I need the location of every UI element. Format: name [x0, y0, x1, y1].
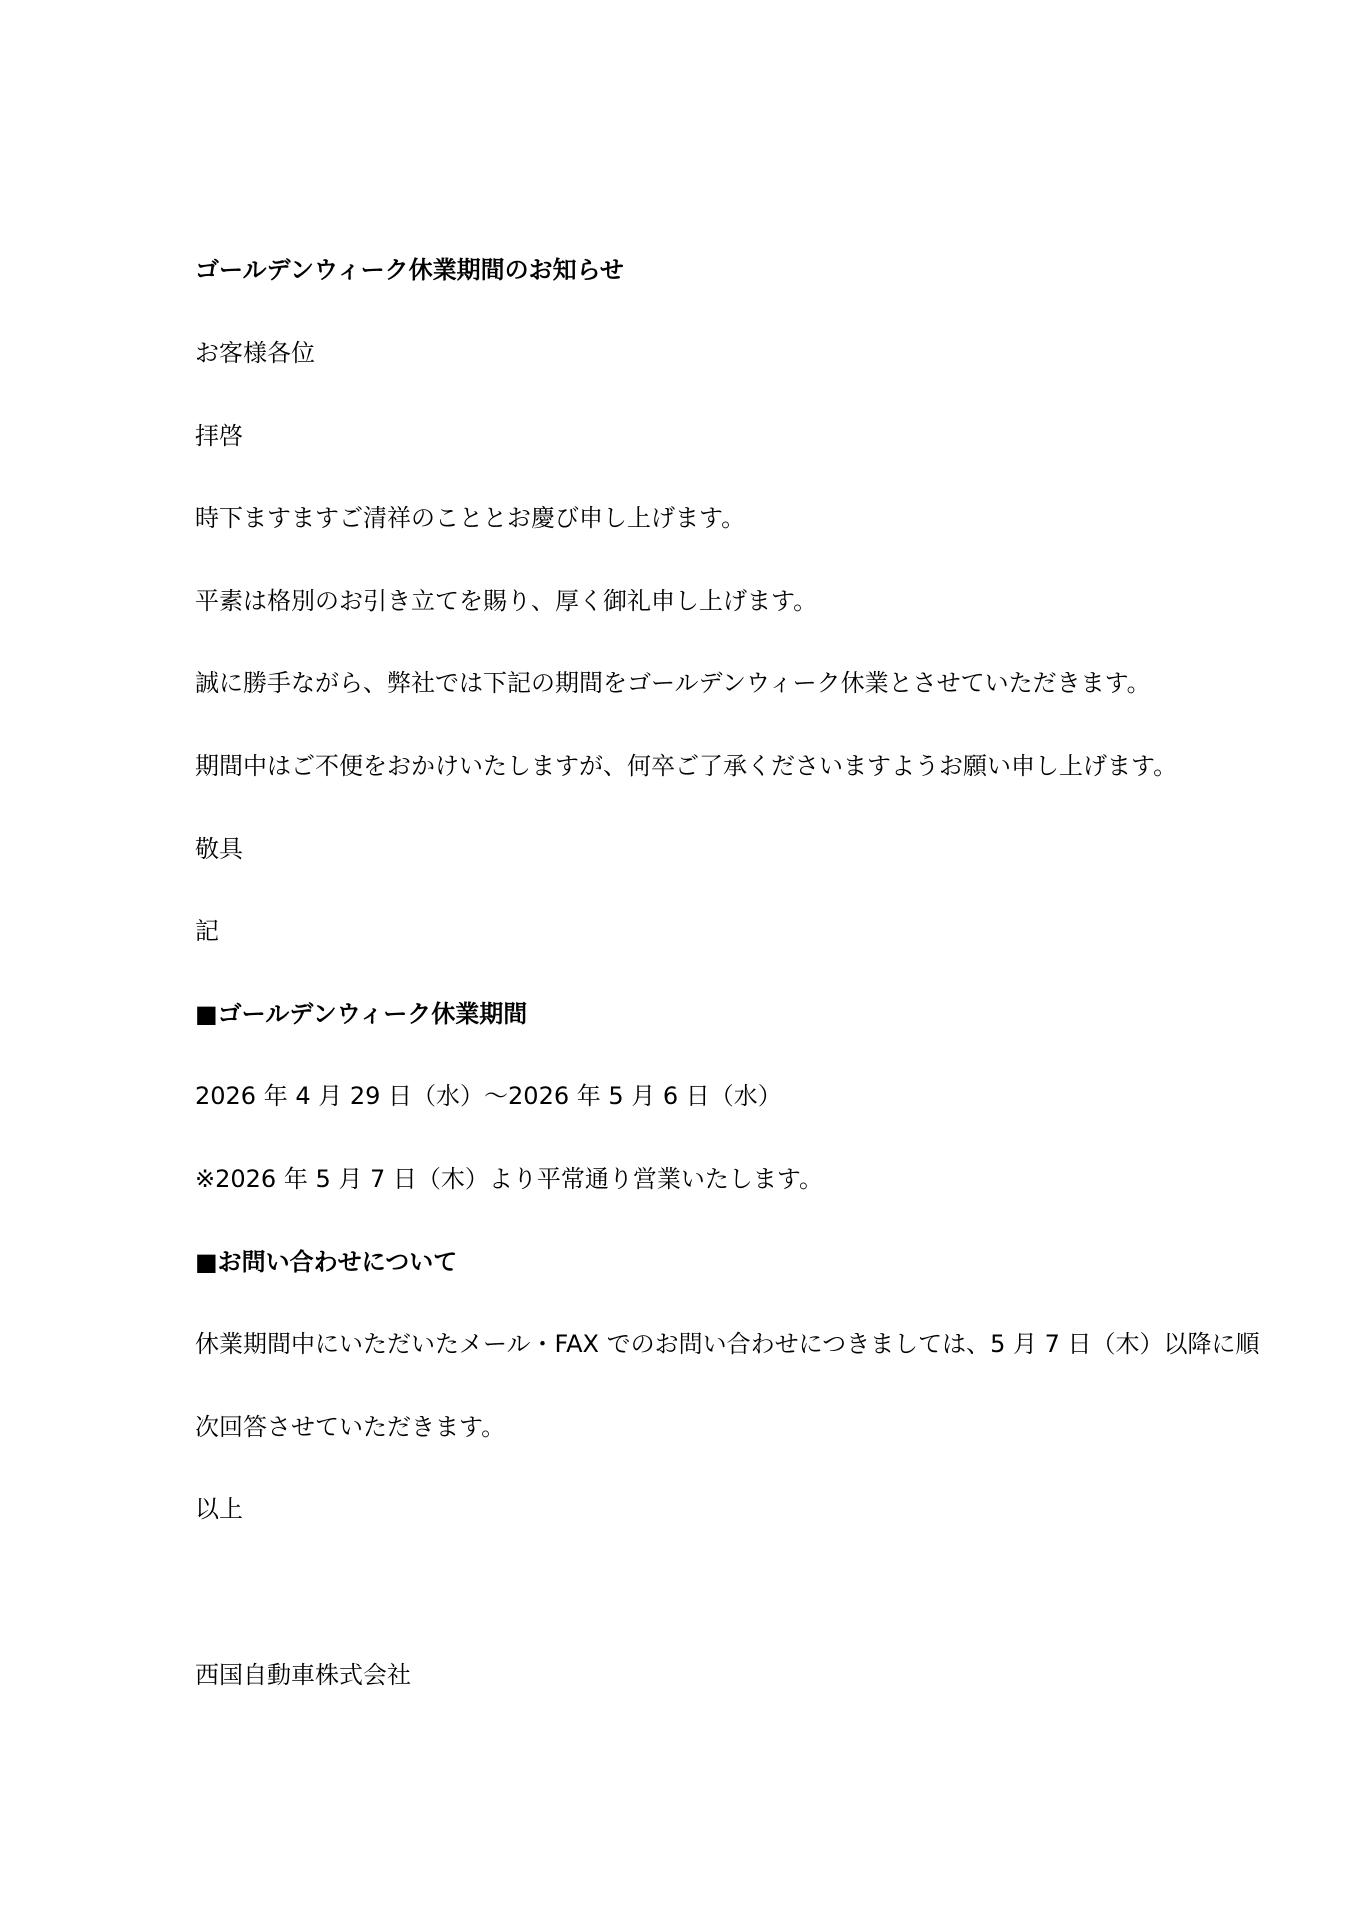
addressee: お客様各位 — [195, 339, 315, 367]
apology-paragraph: 期間中はご不便をおかけいたしますが、何卒ご了承くださいますようお願い申し上げます。 — [195, 752, 1178, 780]
document-title: ゴールデンウィーク休業期間のお知らせ — [195, 256, 624, 284]
opening-word: 拝啓 — [195, 422, 243, 450]
section-heading-holiday-period: ■ゴールデンウィーク休業期間 — [195, 1000, 528, 1028]
thanks-paragraph: 平素は格別のお引き立てを賜り、厚く御礼申し上げます。 — [195, 587, 818, 615]
inquiry-text-line2: 次回答させていただきます。 — [195, 1413, 506, 1441]
closing-word: 敬具 — [195, 835, 243, 863]
section-heading-inquiries: ■お問い合わせについて — [195, 1248, 458, 1276]
end-marker: 以上 — [195, 1495, 243, 1523]
holiday-period: 2026 年 4 月 29 日（水）〜2026 年 5 月 6 日（水） — [195, 1082, 782, 1110]
ki-marker: 記 — [195, 917, 219, 945]
company-name: 西国自動車株式会社 — [195, 1661, 411, 1689]
resume-note: ※2026 年 5 月 7 日（木）より平常通り営業いたします。 — [195, 1165, 823, 1193]
seasonal-greeting: 時下ますますご清祥のこととお慶び申し上げます。 — [195, 504, 746, 532]
notice-paragraph: 誠に勝手ながら、弊社では下記の期間をゴールデンウィーク休業とさせていただきます。 — [195, 669, 1151, 697]
inquiry-text-line1: 休業期間中にいただいたメール・FAX でのお問い合わせにつきましては、5 月 7 日（木）以降に順 — [195, 1330, 1260, 1358]
